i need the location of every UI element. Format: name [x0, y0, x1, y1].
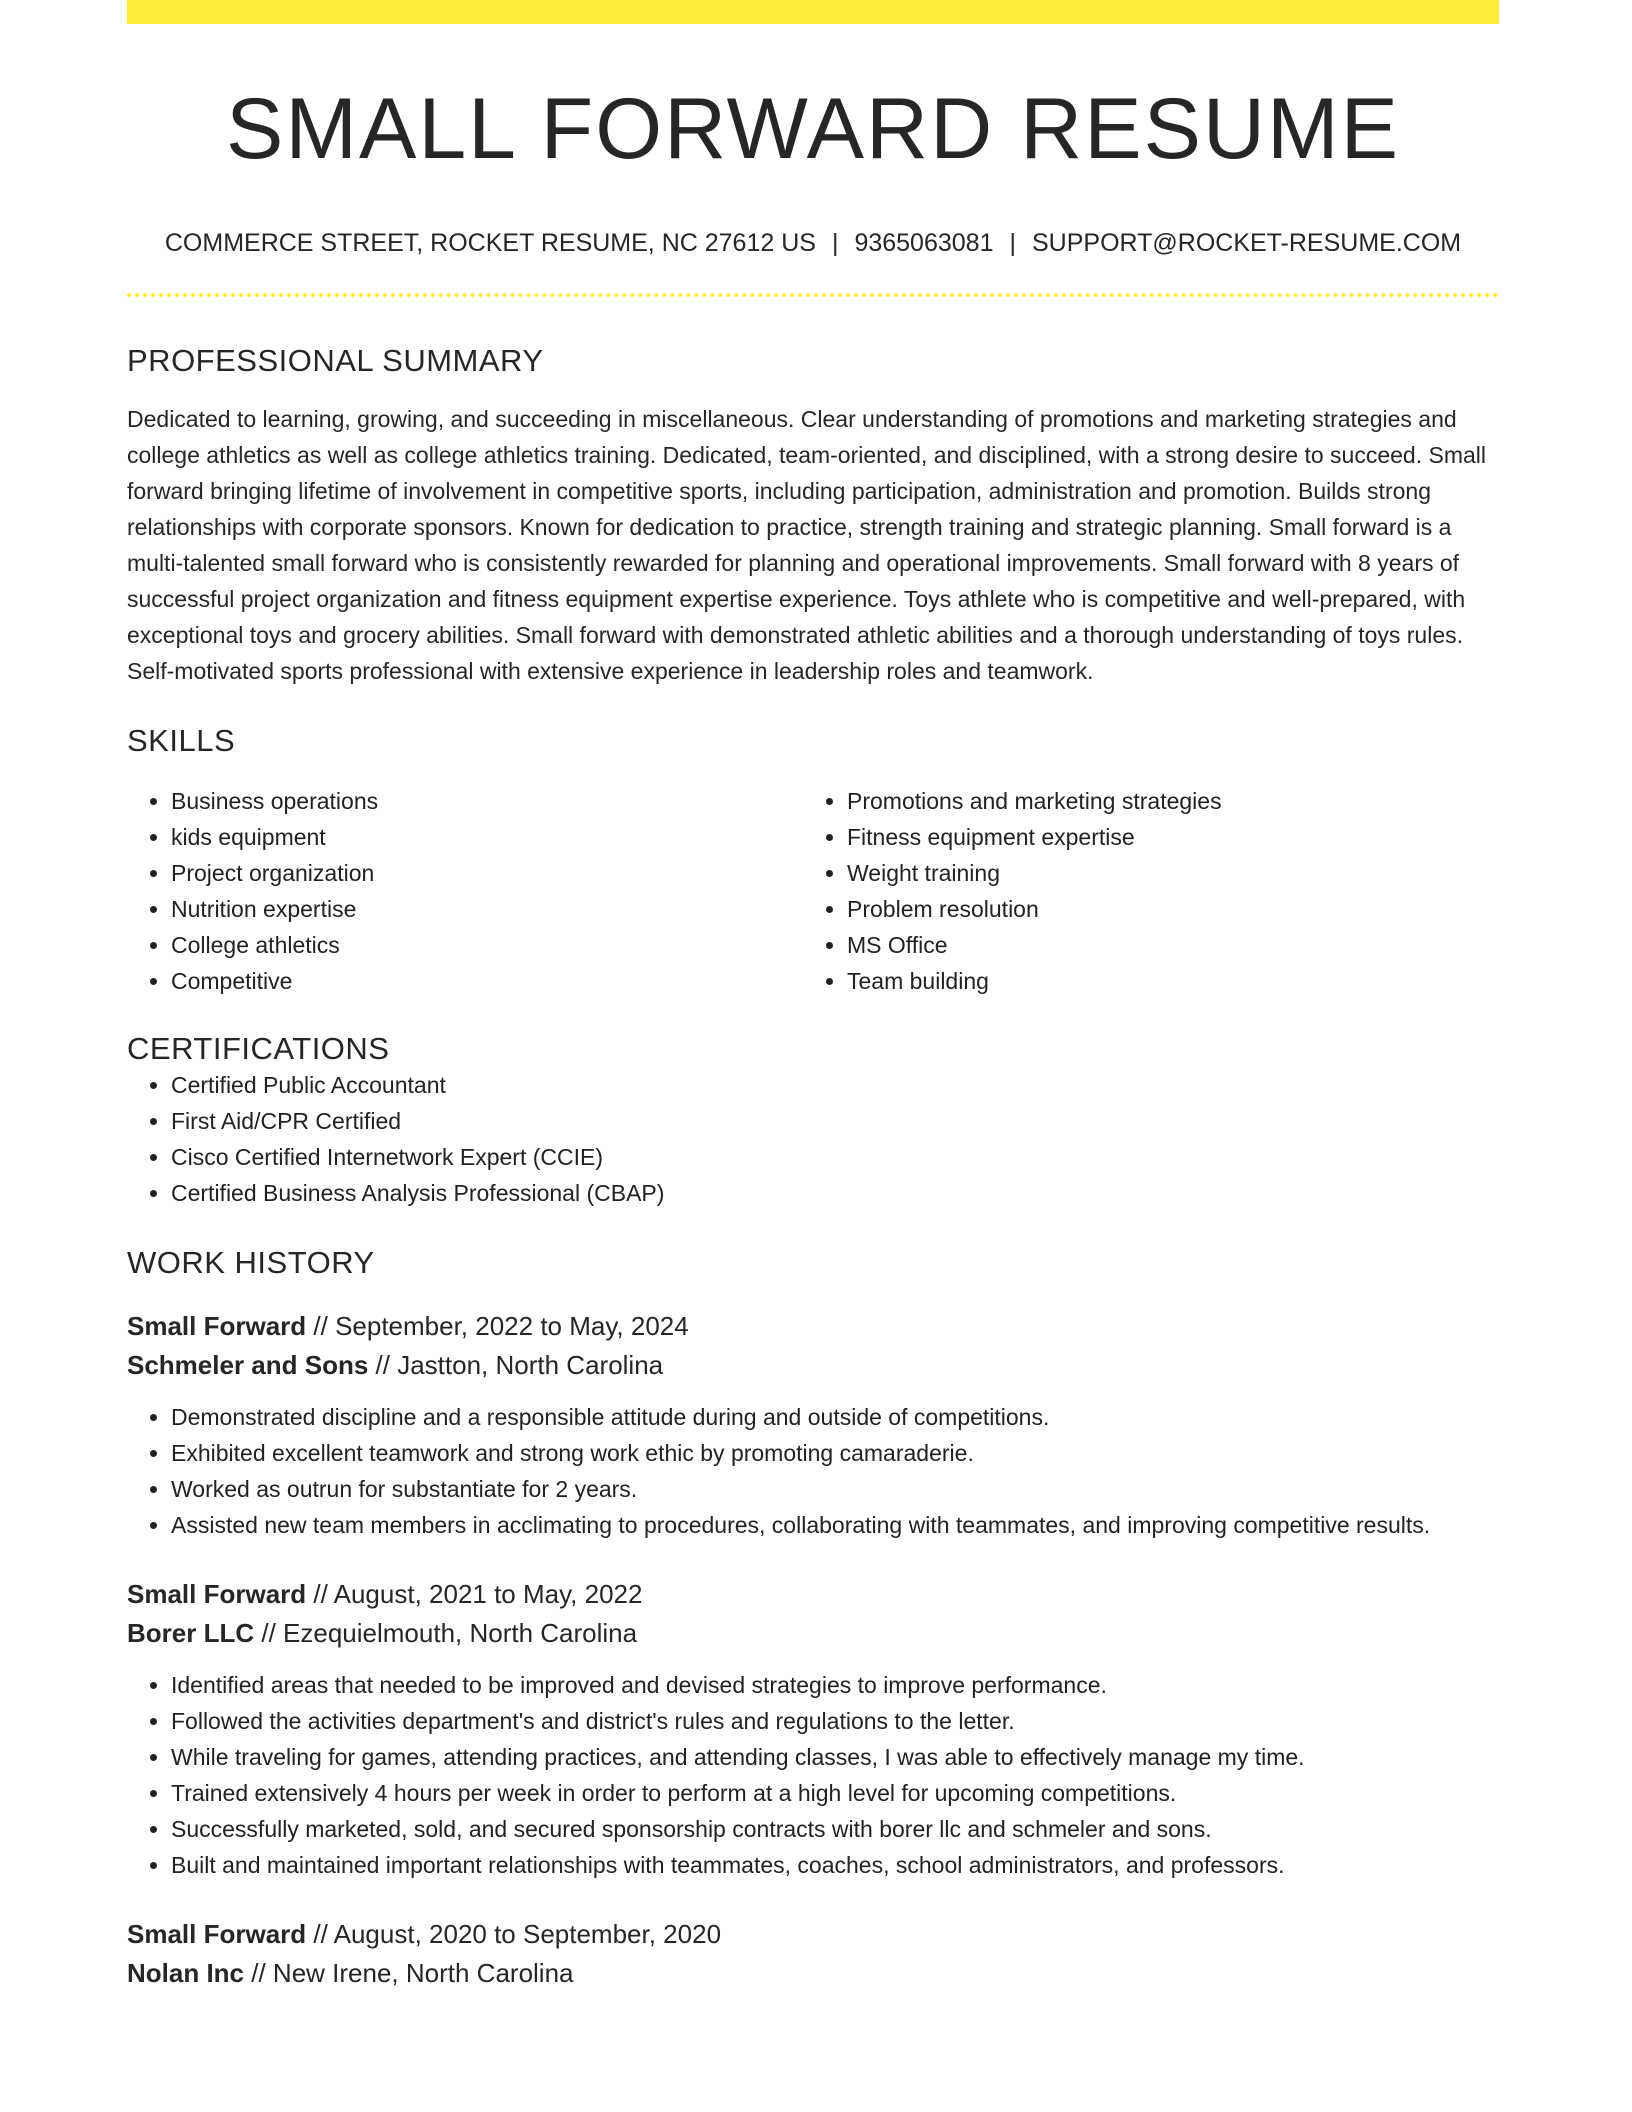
joiner: //	[306, 1578, 334, 1609]
skill-item: • Weight training	[847, 855, 1479, 891]
job-bullet: • Demonstrated discipline and a responsible attitude during and outside of competitions.	[171, 1399, 1499, 1435]
joiner: //	[306, 1918, 334, 1949]
job-dates: September, 2022 to May, 2024	[335, 1310, 689, 1341]
job-entry	[127, 1915, 1499, 1993]
contact-separator: |	[831, 228, 839, 257]
job-title-line	[127, 1915, 1499, 1954]
skill-item: • Business operations	[171, 783, 803, 819]
certification-item: • Cisco Certified Internetwork Expert (CCIE)	[171, 1139, 1499, 1175]
contact-separator: |	[1009, 228, 1016, 257]
skill-item: • Project organization	[171, 855, 803, 891]
certification-item: • Certified Public Accountant	[171, 1067, 1499, 1103]
work-history-heading: WORK HISTORY	[127, 1244, 375, 1280]
job-bullet: • While traveling for games, attending practices, and attending classes, I was able to effectively manage my time.	[171, 1739, 1499, 1775]
job-bullets	[127, 1667, 1499, 1883]
job-role: Small Forward	[127, 1578, 307, 1609]
skill-item: • Competitive	[171, 963, 803, 999]
job-role: Small Forward	[127, 1310, 307, 1341]
job-bullet: • Identified areas that needed to be improved and devised strategies to improve performance.	[171, 1667, 1499, 1703]
job-entry	[127, 1575, 1499, 1883]
skill-item: • Nutrition expertise	[171, 891, 803, 927]
job-company-line	[127, 1614, 1499, 1653]
contact-email: SUPPORT@ROCKET-RESUME.COM	[1031, 228, 1462, 257]
joiner: //	[254, 1617, 284, 1648]
certification-item: • Certified Business Analysis Professional (CBAP)	[171, 1175, 1499, 1211]
job-company-line	[127, 1954, 1499, 1993]
contact-address: COMMERCE STREET, ROCKET RESUME, NC 27612 US	[164, 228, 816, 257]
summary-text: Dedicated to learning, growing, and succeeding in miscellaneous. Clear understanding of promotions and marketing strategies and college athletics as well as college athletics training. Dedicated, team-oriented, and disciplined, with a strong desire to succeed. Small forward bringing lifetime of involvement in competitive sports, including participation, administration and promotion. Builds strong relationships with corporate sponsors. Known for dedication to practice, strength training and strategic planning. Small forward is a multi-talented small forward who is consistently rewarded for planning and operational improvements. Small forward with 8 years of successful project organization and fitness equipment expertise experience. Toys athlete who is competitive and well-prepared, with exceptional toys and grocery abilities. Small forward with demonstrated athletic abilities and a thorough understanding of toys rules. Self-motivated sports professional with extensive experience in leadership roles and teamwork.	[127, 405, 1486, 684]
skills-column-right	[803, 783, 1479, 999]
job-dates: August, 2021 to May, 2022	[333, 1578, 643, 1609]
job-bullet: • Built and maintained important relationships with teammates, coaches, school administrators, and professors.	[171, 1847, 1499, 1883]
job-bullet: • Successfully marketed, sold, and secured sponsorship contracts with borer llc and schmeler and sons.	[171, 1811, 1499, 1847]
accent-bar	[127, 0, 1499, 24]
job-entry	[127, 1307, 1499, 1543]
joiner: //	[244, 1957, 273, 1988]
job-bullets	[127, 1399, 1499, 1543]
certifications-list	[127, 1067, 1499, 1211]
job-location: New Irene, North Carolina	[272, 1957, 574, 1988]
job-company: Nolan Inc	[127, 1957, 245, 1988]
job-dates: August, 2020 to September, 2020	[333, 1918, 722, 1949]
contact-phone: 9365063081	[854, 228, 994, 257]
job-role: Small Forward	[127, 1918, 307, 1949]
job-company-line	[127, 1346, 1499, 1385]
certifications-heading: CERTIFICATIONS	[127, 1030, 390, 1066]
joiner: //	[306, 1310, 336, 1341]
job-company: Schmeler and Sons	[127, 1349, 369, 1380]
skill-item: • kids equipment	[171, 819, 803, 855]
certification-item: • First Aid/CPR Certified	[171, 1103, 1499, 1139]
job-location: Ezequielmouth, North Carolina	[283, 1617, 638, 1648]
job-bullet: • Followed the activities department's and district's rules and regulations to the letter.	[171, 1703, 1499, 1739]
job-company: Borer LLC	[127, 1617, 255, 1648]
job-bullet: • Exhibited excellent teamwork and strong work ethic by promoting camaraderie.	[171, 1435, 1499, 1471]
skill-item: • College athletics	[171, 927, 803, 963]
job-location: Jastton, North Carolina	[397, 1349, 664, 1380]
job-bullet: • Trained extensively 4 hours per week in order to perform at a high level for upcoming competitions.	[171, 1775, 1499, 1811]
skills-column-left	[127, 783, 803, 999]
skill-item: • MS Office	[847, 927, 1479, 963]
job-title-line	[127, 1307, 1499, 1346]
job-title-line	[127, 1575, 1499, 1614]
skills-list	[127, 783, 1499, 999]
skill-item: • Promotions and marketing strategies	[847, 783, 1479, 819]
job-bullet: • Worked as outrun for substantiate for 2 years.	[171, 1471, 1499, 1507]
summary-heading: PROFESSIONAL SUMMARY	[127, 342, 544, 378]
skill-item: • Problem resolution	[847, 891, 1479, 927]
resume-title: SMALL FORWARD RESUME	[225, 81, 1401, 177]
joiner: //	[368, 1349, 398, 1380]
contact-line	[127, 228, 1499, 257]
skill-item: • Fitness equipment expertise	[847, 819, 1479, 855]
dotted-divider	[127, 293, 1499, 297]
job-bullet: • Assisted new team members in acclimating to procedures, collaborating with teammates, and improving competitive results.	[171, 1507, 1499, 1543]
skills-heading: SKILLS	[127, 722, 236, 758]
resume-page	[127, 0, 1499, 1993]
skill-item: • Team building	[847, 963, 1479, 999]
